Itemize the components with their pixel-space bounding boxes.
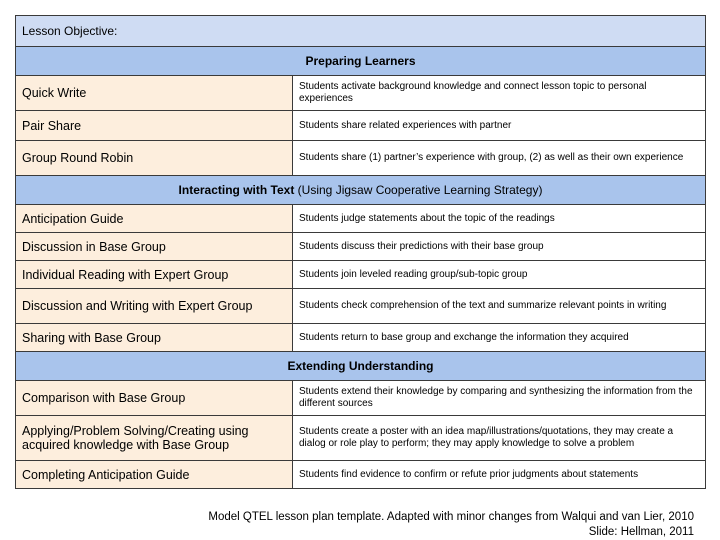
table-row: [16, 111, 706, 141]
section-header-row: [16, 176, 706, 205]
description-cell: Students check comprehension of the text and summarize relevant points in writing: [293, 289, 706, 324]
description-cell: Students discuss their predictions with their base group: [293, 233, 706, 261]
lesson-plan-body: [16, 16, 706, 489]
description-cell: Students find evidence to confirm or refute prior judgments about statements: [293, 461, 706, 489]
table-row: [16, 233, 706, 261]
table-row: [16, 416, 706, 461]
description-cell: Students create a poster with an idea map/illustrations/quotations, they may create a dialog or role play to perform; they may apply knowledge to solve a problem: [293, 416, 706, 461]
table-row: [16, 324, 706, 352]
section-header-row: [16, 47, 706, 76]
objective-row: [16, 16, 706, 47]
table-row: [16, 461, 706, 489]
activity-cell: Anticipation Guide: [16, 205, 293, 233]
activity-cell: Completing Anticipation Guide: [16, 461, 293, 489]
table-row: [16, 76, 706, 111]
slide-credit: Slide: Hellman, 2011: [588, 526, 694, 538]
citation-footer: [208, 510, 694, 540]
section-title: Interacting with Text: [178, 183, 295, 197]
table-row: [16, 205, 706, 233]
lesson-plan-table: [15, 15, 706, 489]
description-cell: Students share (1) partner’s experience with group, (2) as well as their own experience: [293, 141, 706, 176]
citation-line: Model QTEL lesson plan template. Adapted with minor changes from Walqui and van Lier, 2010: [208, 511, 694, 523]
section-header: [16, 47, 706, 76]
section-header: [16, 176, 706, 205]
description-cell: Students extend their knowledge by comparing and synthesizing the information from the different sources: [293, 381, 706, 416]
table-row: [16, 381, 706, 416]
section-title: Extending Understanding: [287, 359, 434, 373]
activity-cell: Individual Reading with Expert Group: [16, 261, 293, 289]
description-cell: Students activate background knowledge and connect lesson topic to personal experiences: [293, 76, 706, 111]
description-cell: Students share related experiences with partner: [293, 111, 706, 141]
lesson-objective-label: Lesson Objective:: [16, 16, 706, 47]
section-header: [16, 352, 706, 381]
table-row: [16, 141, 706, 176]
description-cell: Students return to base group and exchange the information they acquired: [293, 324, 706, 352]
activity-cell: Quick Write: [16, 76, 293, 111]
activity-cell: Pair Share: [16, 111, 293, 141]
section-note: (Using Jigsaw Cooperative Learning Strategy): [294, 183, 543, 197]
activity-cell: Comparison with Base Group: [16, 381, 293, 416]
activity-cell: Discussion in Base Group: [16, 233, 293, 261]
activity-cell: Group Round Robin: [16, 141, 293, 176]
table-row: [16, 261, 706, 289]
table-row: [16, 289, 706, 324]
description-cell: Students join leveled reading group/sub-topic group: [293, 261, 706, 289]
section-header-row: [16, 352, 706, 381]
activity-cell: Discussion and Writing with Expert Group: [16, 289, 293, 324]
activity-cell: Sharing with Base Group: [16, 324, 293, 352]
activity-cell: Applying/Problem Solving/Creating using acquired knowledge with Base Group: [16, 416, 293, 461]
description-cell: Students judge statements about the topic of the readings: [293, 205, 706, 233]
section-title: Preparing Learners: [305, 54, 416, 68]
